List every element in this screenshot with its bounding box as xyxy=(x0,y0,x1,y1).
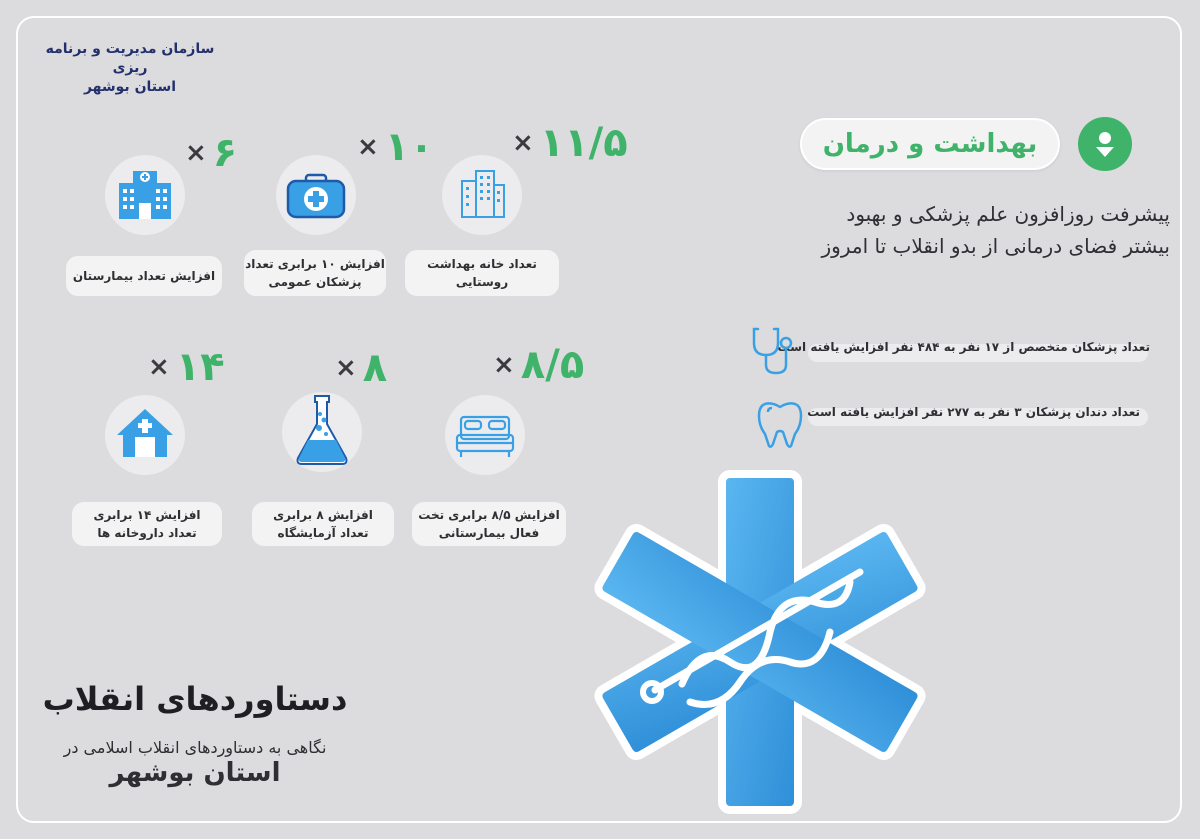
item-label: تعداد خانه بهداشت روستایی xyxy=(405,250,559,296)
pharmacy-icon xyxy=(105,395,185,475)
footer-title: دستاوردهای انقلاب xyxy=(42,680,348,718)
org-name: سازمان مدیریت و برنامه ریزی xyxy=(45,41,215,76)
footer-subtitle: نگاهی به دستاوردهای انقلاب اسلامی در xyxy=(63,738,327,757)
org-header xyxy=(30,40,230,97)
item-label: افزایش تعداد بیمارستان xyxy=(66,256,222,296)
multiplier-value xyxy=(335,345,387,391)
item-label: افزایش ۸ برابری تعداد آزمایشگاه xyxy=(252,502,394,546)
item-label: افزایش ۱۴ برابری تعداد داروخانه ها xyxy=(72,502,222,546)
times-sign: × xyxy=(148,352,170,382)
building-icon-circle xyxy=(442,155,522,235)
multiplier-value xyxy=(357,124,434,170)
flask-icon-circle xyxy=(282,392,362,472)
times-sign: × xyxy=(185,138,207,168)
section-subtitle xyxy=(700,198,1170,262)
building-icon xyxy=(442,155,522,235)
multiplier-number: ۸/۵ xyxy=(520,342,585,388)
multiplier-value xyxy=(512,120,628,166)
hospital-icon xyxy=(105,155,185,235)
pharmacy-icon-circle xyxy=(105,395,185,475)
times-sign: × xyxy=(357,132,379,162)
hospital-icon-circle xyxy=(105,155,185,235)
flask-icon xyxy=(282,392,362,472)
multiplier-number: ۱۱/۵ xyxy=(539,120,628,166)
bed-icon xyxy=(445,395,525,475)
multiplier-value xyxy=(493,342,584,388)
subtitle-line-2: بیشتر فضای درمانی از بدو انقلاب تا امروز xyxy=(821,234,1170,258)
footer-province: استان بوشهر xyxy=(109,758,281,788)
item-label: افزایش ۸/۵ برابری تخت فعال بیمارستانی xyxy=(412,502,566,546)
multiplier-number: ۶ xyxy=(212,130,238,176)
star-of-life-icon xyxy=(585,470,935,819)
times-sign: × xyxy=(512,128,534,158)
stat-specialists: تعداد پزشکان متخصص از ۱۷ نفر به ۴۸۴ نفر افزایش یافته است xyxy=(777,340,1150,354)
tooth-icon xyxy=(755,398,805,454)
location-pin-icon xyxy=(1078,117,1132,171)
times-sign: × xyxy=(493,350,515,380)
item-label: افزایش ۱۰ برابری تعداد پزشکان عمومی xyxy=(244,250,386,296)
stat-dentists: تعداد دندان پزشکان ۳ نفر به ۲۷۷ نفر افزایش یافته است xyxy=(807,405,1140,419)
section-title: بهداشت و درمان xyxy=(800,118,1060,170)
medical-kit-icon-circle xyxy=(276,155,356,235)
medical-kit-icon xyxy=(276,155,356,235)
multiplier-number: ۱۴ xyxy=(175,344,225,390)
subtitle-line-1: پیشرفت روزافزون علم پزشکی و بهبود xyxy=(846,202,1170,226)
multiplier-value xyxy=(148,344,225,390)
times-sign: × xyxy=(335,353,357,383)
multiplier-number: ۱۰ xyxy=(384,124,434,170)
bed-icon-circle xyxy=(445,395,525,475)
org-province: استان بوشهر xyxy=(83,79,177,95)
multiplier-value xyxy=(185,130,237,176)
stethoscope-icon xyxy=(750,325,800,381)
multiplier-number: ۸ xyxy=(362,345,388,391)
